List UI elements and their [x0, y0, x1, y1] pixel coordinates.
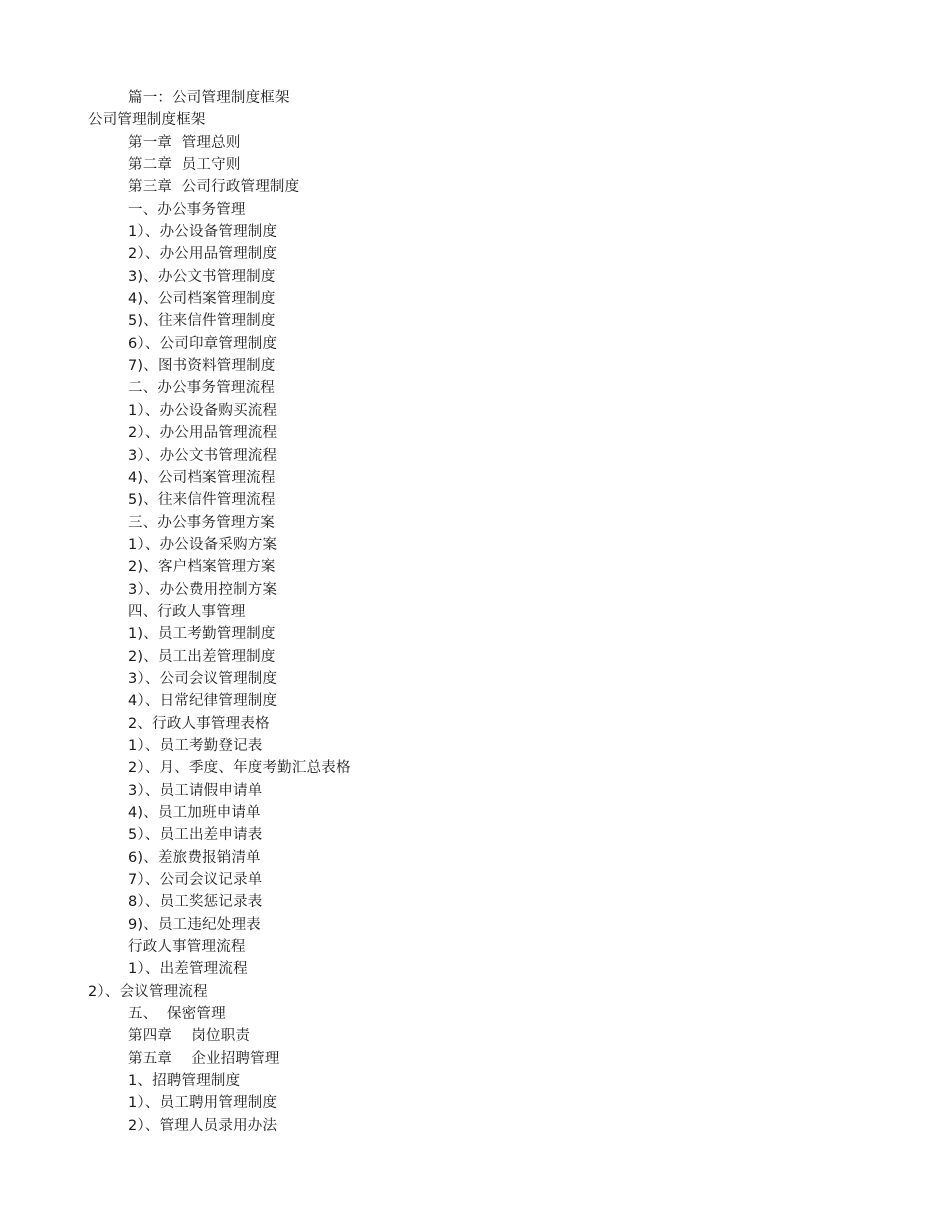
chapter-heading: 第一章 管理总则	[128, 134, 241, 151]
list-item: 2）、管理人员录用办法	[128, 1117, 278, 1134]
chapter-heading: 第四章 岗位职责	[128, 1028, 251, 1045]
section-heading: 行政人事管理流程	[128, 939, 246, 956]
list-item: 8）、员工奖惩记录表	[128, 894, 263, 911]
list-item: 4)、员工加班申请单	[128, 805, 261, 821]
list-item: 7)、图书资料管理制度	[128, 358, 276, 375]
list-item: 4）、日常纪律管理制度	[128, 693, 278, 710]
list-item: 5)、往来信件管理制度	[128, 313, 276, 330]
list-item: 2）、月、季度、年度考勤汇总表格	[128, 760, 351, 777]
section-heading: 一、办公事务管理	[128, 201, 246, 218]
list-item: 1）、办公设备采购方案	[128, 536, 278, 553]
section-heading: 三、办公事务管理方案	[128, 514, 275, 531]
list-item: 1）、出差管理流程	[128, 961, 248, 978]
list-item: 3)、办公文书管理制度	[128, 268, 276, 285]
doc-title: 篇一：公司管理制度框架	[128, 90, 290, 106]
section-heading: 1、招聘管理制度	[128, 1073, 241, 1090]
list-item: 2）、办公用品管理制度	[128, 246, 278, 263]
list-item: 3）、办公文书管理流程	[128, 447, 278, 464]
chapter-heading: 第三章 公司行政管理制度	[128, 179, 300, 196]
list-item: 6）、公司印章管理制度	[128, 335, 278, 352]
list-item: 9)、员工违纪处理表	[128, 916, 261, 933]
list-item: 2）、办公用品管理流程	[128, 425, 278, 442]
section-heading: 五、 保密管理	[128, 1006, 226, 1023]
list-item: 1）、员工考勤登记表	[128, 737, 263, 754]
list-item: 1）、办公设备管理制度	[128, 224, 278, 241]
list-item: 1)、员工考勤管理制度	[128, 626, 276, 643]
list-item: 1）、员工聘用管理制度	[128, 1095, 278, 1112]
section-heading: 四、行政人事管理	[128, 603, 246, 620]
list-item: 3）、员工请假申请单	[128, 782, 263, 799]
document-page	[0, 87, 950, 1137]
chapter-heading: 第五章 企业招聘管理	[128, 1050, 280, 1067]
doc-subtitle: 公司管理制度框架	[88, 112, 206, 129]
list-item: 2）、会议管理流程	[88, 983, 208, 1000]
list-item: 6)、差旅费报销清单	[128, 849, 261, 866]
list-item: 7）、公司会议记录单	[128, 872, 263, 889]
section-heading: 2、行政人事管理表格	[128, 715, 270, 732]
list-item: 3）、办公费用控制方案	[128, 581, 278, 598]
list-item: 4)、公司档案管理制度	[128, 291, 276, 308]
list-item: 5)、往来信件管理流程	[128, 492, 276, 509]
list-item: 4)、公司档案管理流程	[128, 469, 276, 486]
chapter-heading: 第二章 员工守则	[128, 157, 241, 174]
section-heading: 二、办公事务管理流程	[128, 380, 275, 397]
list-item: 3）、公司会议管理制度	[128, 670, 278, 687]
list-item: 5）、员工出差申请表	[128, 827, 263, 844]
list-item: 1）、办公设备购买流程	[128, 402, 278, 419]
list-item: 2)、员工出差管理制度	[128, 648, 276, 665]
list-item: 2)、客户档案管理方案	[128, 559, 276, 576]
